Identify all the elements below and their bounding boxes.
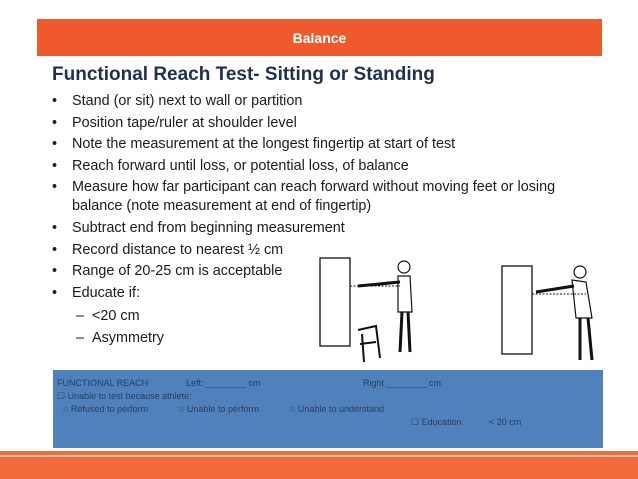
list-item-label: Educate if:	[72, 284, 140, 301]
reach-end-illustration	[500, 260, 612, 378]
education-threshold: < 20 cm	[489, 417, 522, 427]
list-item: • Note the measurement at the longest fingertip at start of test	[52, 135, 572, 154]
list-item: • Measure how far participant can reach forward without moving feet or losing balance (note measurement at end of fingertip)	[52, 178, 572, 216]
footer-stripe	[0, 455, 638, 457]
list-item: • Subtract end from beginning measurement	[52, 219, 572, 238]
list-item: • Record distance to nearest ½ cm	[52, 241, 572, 260]
list-item: • Range of 20-25 cm is acceptable	[52, 262, 572, 281]
form-title: FUNCTIONAL REACH	[57, 378, 149, 388]
right-measure-field[interactable]: Right ________ cm	[363, 378, 442, 388]
list-item: • Reach forward until loss, or potential loss, of balance	[52, 157, 572, 176]
left-measure-field[interactable]: Left: ________ cm	[186, 378, 261, 388]
sub-list-item: – Asymmetry	[72, 329, 572, 348]
footer-band	[0, 451, 638, 479]
education-checkbox[interactable]: ☐ Education	[411, 417, 462, 427]
unable-perform-radio[interactable]: ○ Unable to perform	[179, 404, 259, 414]
reach-start-illustration	[318, 252, 430, 370]
instruction-list	[52, 92, 572, 351]
slide-header-band	[37, 19, 602, 56]
list-item: • Position tape/ruler at shoulder level	[52, 114, 572, 133]
unable-checkbox[interactable]: ☐ Unable to test because athlete:	[57, 391, 192, 401]
unable-understand-radio[interactable]: ○ Unable to understand	[290, 404, 384, 414]
sub-list-item: – <20 cm	[72, 307, 572, 326]
page-title: Functional Reach Test- Sitting or Standing	[52, 64, 435, 85]
slide-header-title: Balance	[292, 29, 347, 46]
list-item: • Stand (or sit) next to wall or partition	[52, 92, 572, 111]
refused-radio[interactable]: ○ Refused to perform	[63, 404, 148, 414]
functional-reach-form	[53, 370, 603, 448]
list-item	[52, 284, 572, 348]
